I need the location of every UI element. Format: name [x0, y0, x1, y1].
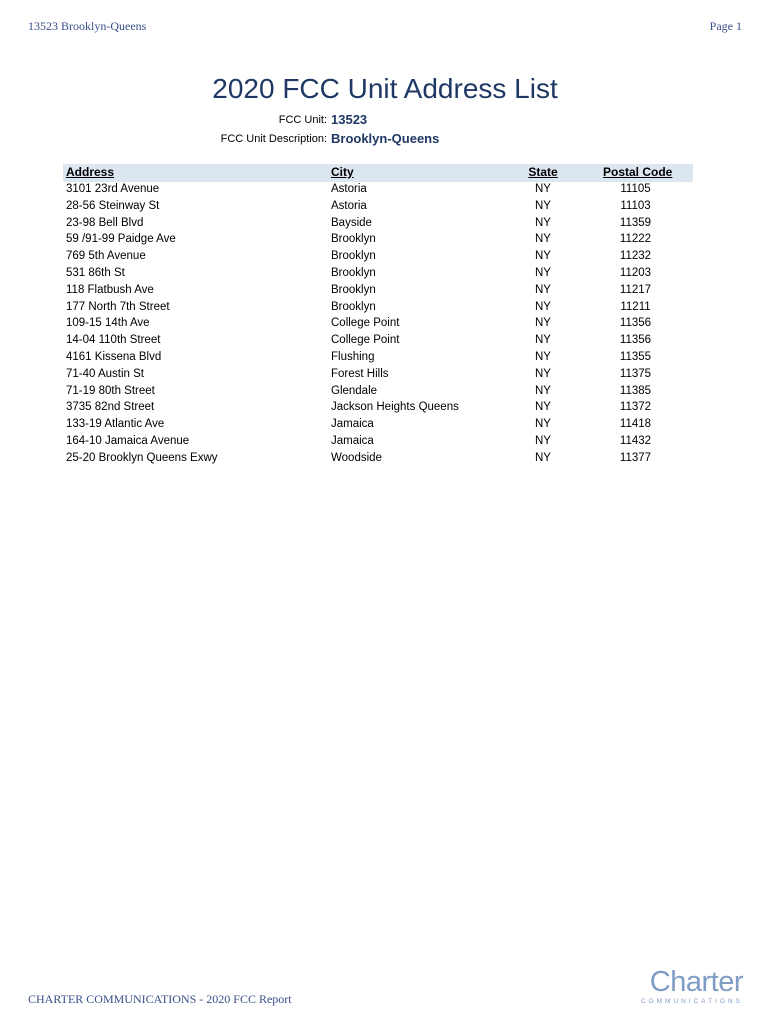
- header-state: State: [528, 165, 558, 179]
- address-table: [63, 164, 693, 468]
- cell-state: NY: [535, 418, 551, 431]
- fcc-unit-description-label: FCC Unit Description:: [220, 133, 327, 145]
- table-row: [63, 350, 693, 367]
- cell-postal-code: 11356: [619, 334, 652, 347]
- table-row: [63, 367, 693, 384]
- cell-address: 531 86th St: [66, 266, 125, 279]
- cell-city: Glendale: [331, 384, 378, 397]
- cell-city: Jamaica: [331, 434, 374, 447]
- cell-address: 769 5th Avenue: [66, 250, 146, 263]
- cell-postal-code: 11356: [619, 317, 652, 330]
- cell-address: 164-10 Jamaica Avenue: [66, 434, 190, 447]
- page-title: 2020 FCC Unit Address List: [212, 73, 558, 104]
- cell-state: NY: [535, 384, 551, 397]
- cell-postal-code: 11103: [620, 199, 651, 212]
- cell-address: 3101 23rd Avenue: [66, 183, 160, 195]
- table-header: [63, 164, 693, 182]
- cell-postal-code: 11355: [619, 350, 652, 363]
- cell-address: 3735 82nd Street: [66, 401, 155, 414]
- cell-address: 25-20 Brooklyn Queens Exwy: [66, 451, 218, 464]
- cell-state: NY: [535, 300, 551, 313]
- table-body: [63, 182, 693, 468]
- table-row: [63, 400, 693, 417]
- page-number: Page 1: [709, 19, 742, 33]
- table-row: [63, 199, 693, 216]
- cell-address: 71-19 80th Street: [66, 384, 155, 397]
- cell-address: 14-04 110th Street: [66, 334, 161, 347]
- cell-city: Brooklyn: [331, 283, 376, 296]
- table-row: [63, 249, 693, 266]
- table-row: [63, 266, 693, 283]
- cell-state: NY: [535, 233, 551, 246]
- cell-city: Woodside: [331, 451, 382, 464]
- cell-city: Brooklyn: [331, 300, 376, 313]
- cell-city: Flushing: [331, 350, 375, 363]
- cell-postal-code: 11211: [620, 300, 651, 313]
- cell-city: Astoria: [331, 183, 367, 195]
- cell-city: Brooklyn: [331, 233, 376, 246]
- table-row: [63, 182, 693, 199]
- cell-postal-code: 11222: [619, 233, 652, 246]
- cell-state: NY: [535, 183, 551, 195]
- footer-text: CHARTER COMMUNICATIONS - 2020 FCC Report: [28, 992, 292, 1006]
- cell-postal-code: 11217: [619, 283, 652, 296]
- table-row: [63, 417, 693, 434]
- cell-address: 109-15 14th Ave: [66, 317, 150, 330]
- cell-postal-code: 11105: [620, 183, 651, 195]
- cell-state: NY: [535, 451, 551, 464]
- table-row: [63, 384, 693, 401]
- cell-state: NY: [535, 266, 551, 279]
- table-row: [63, 333, 693, 350]
- table-row: [63, 434, 693, 451]
- table-row: [63, 216, 693, 233]
- cell-address: 71-40 Austin St: [66, 367, 144, 380]
- fcc-unit-row: [0, 112, 770, 130]
- cell-state: NY: [535, 401, 551, 414]
- header-city: City: [331, 165, 354, 179]
- logo-subtext: COMMUNICATIONS: [640, 998, 743, 1005]
- cell-postal-code: 11372: [619, 401, 652, 414]
- table-row: [63, 232, 693, 249]
- cell-postal-code: 11377: [619, 451, 652, 464]
- logo-wordmark: Charter: [649, 966, 743, 998]
- table-row: [63, 316, 693, 333]
- fcc-unit-description-value: Brooklyn-Queens: [331, 131, 440, 146]
- cell-state: NY: [535, 283, 551, 296]
- cell-city: College Point: [331, 317, 400, 330]
- cell-address: 23-98 Bell Blvd: [66, 216, 144, 229]
- charter-logo: [633, 968, 743, 1005]
- cell-postal-code: 11232: [619, 250, 652, 263]
- cell-state: NY: [535, 434, 551, 447]
- cell-state: NY: [535, 367, 551, 380]
- cell-city: Brooklyn: [331, 250, 376, 263]
- cell-postal-code: 11359: [619, 216, 652, 229]
- table-row: [63, 300, 693, 317]
- running-header-left: 13523 Brooklyn-Queens: [28, 19, 147, 33]
- cell-city: Bayside: [331, 216, 372, 229]
- fcc-unit-value: 13523: [331, 112, 368, 127]
- cell-state: NY: [535, 216, 551, 229]
- cell-postal-code: 11432: [619, 434, 652, 447]
- cell-state: NY: [535, 199, 551, 212]
- table-row: [63, 283, 693, 300]
- cell-address: 118 Flatbush Ave: [66, 283, 154, 296]
- cell-address: 59 /91-99 Paidge Ave: [66, 233, 176, 246]
- cell-address: 177 North 7th Street: [66, 300, 170, 313]
- cell-postal-code: 11418: [619, 418, 652, 431]
- cell-city: College Point: [331, 334, 400, 347]
- cell-city: Forest Hills: [331, 367, 389, 380]
- cell-postal-code: 11375: [619, 367, 652, 380]
- cell-state: NY: [535, 250, 551, 263]
- header-address: Address: [66, 165, 115, 179]
- cell-city: Astoria: [331, 199, 367, 212]
- cell-state: NY: [535, 350, 551, 363]
- cell-postal-code: 11203: [619, 266, 652, 279]
- cell-postal-code: 11385: [619, 384, 652, 397]
- cell-city: Jamaica: [331, 418, 374, 431]
- cell-address: 4161 Kissena Blvd: [66, 350, 162, 363]
- cell-city: Brooklyn: [331, 266, 376, 279]
- table-row: [63, 451, 693, 468]
- cell-state: NY: [535, 317, 551, 330]
- cell-city: Jackson Heights Queens: [331, 401, 459, 414]
- cell-address: 28-56 Steinway St: [66, 199, 160, 212]
- header-postal-code: Postal Code: [603, 165, 673, 179]
- cell-address: 133-19 Atlantic Ave: [66, 418, 165, 431]
- fcc-unit-description-row: [0, 131, 770, 149]
- cell-state: NY: [535, 334, 551, 347]
- fcc-unit-label: FCC Unit:: [278, 114, 327, 126]
